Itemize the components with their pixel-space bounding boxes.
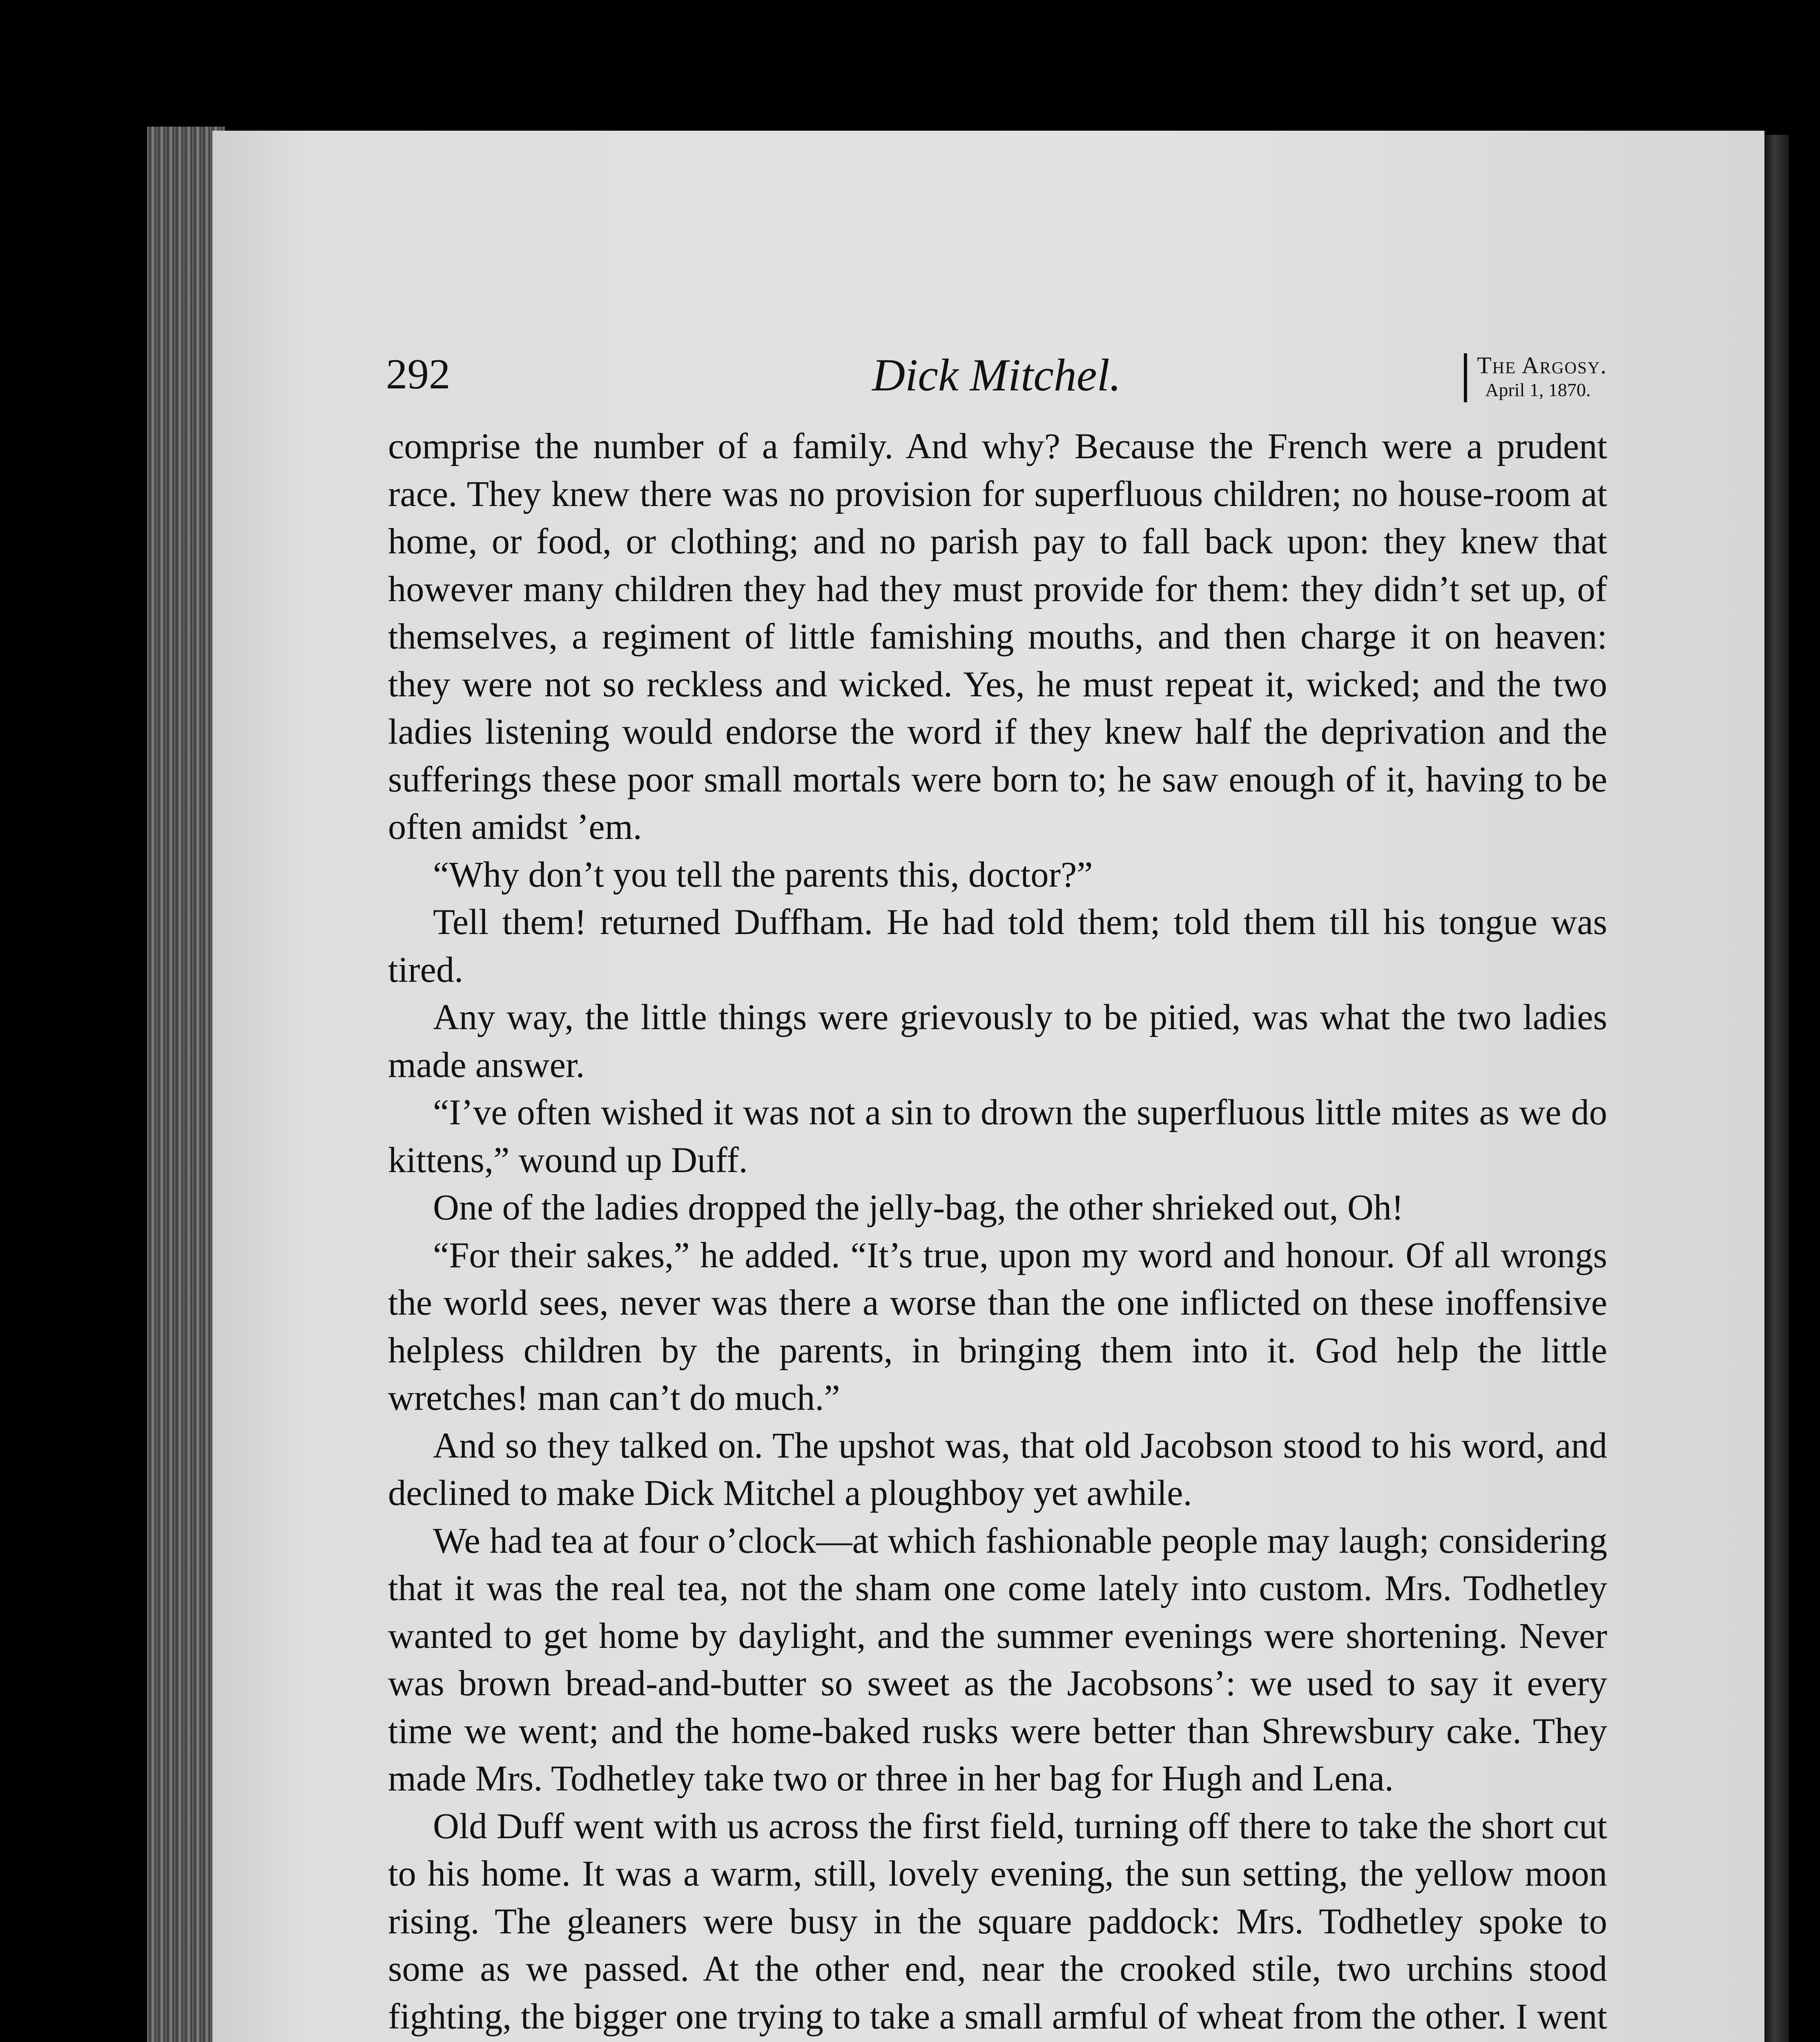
paragraph: Old Duff went with us across the first field, turning off there to take the short cut to his home. It was a warm, still, lovely evening, the sun setting, the yellow moon rising. The gleaners were busy in the square paddock: Mrs. Todhetley spoke to some as we passed. At the other end, near the crooked stile, two urchins stood fighting, the bigger one trying to take a small armful of wheat from the other. I went (388, 1806, 1607, 2037)
publication-name: The Argosy. (1477, 352, 1607, 379)
paragraph: comprise the number of a family. And why? Because the French were a prudent race. They knew there was no provision for superfluous children; no house-room at home, or food, or clothing; and no parish pay to fall back upon: they knew that however many children they had they must provide for them: they didn’t set up, of themselves, a regiment of little famishing mouths, and then charge it on heaven: they were not so reckless and wicked. Yes, he must repeat it, wicked; and the two ladies listening would endorse the word if they knew half the deprivation and the sufferings these poor small mortals were born to; he saw enough of it, having to be often amidst ’em. (388, 426, 1607, 847)
paragraph: “Why don’t you tell the parents this, doctor?” (433, 854, 1093, 895)
running-title: Dick Mitchel. (872, 350, 1121, 401)
paragraph: Any way, the little things were grievously to be pitied, was what the two ladies made answer. (388, 997, 1607, 1085)
publication-note (1464, 353, 1607, 402)
paragraph: We had tea at four o’clock—at which fashionable people may laugh; considering that it was the real tea, not the sham one come lately into custom. Mrs. Todhetley wanted to get home by daylight, and the summer evenings were shortening. Never was brown bread-and-butter so sweet as the Jacobsons’: we used to say it every time we went; and the home-baked rusks were better than Shrewsbury cake. They made Mrs. Todhetley take two or three in her bag for Hugh and Lena. (388, 1520, 1607, 1799)
paragraph: “For their sakes,” he added. “It’s true, upon my word and honour. Of all wrongs the world sees, never was there a worse than the one inflicted on these inoffensive helpless children by the parents, in bringing them into it. God help the little wretches! man can’t do much.” (388, 1235, 1607, 1418)
facing-page-edge (1764, 135, 1789, 2042)
paragraph: “I’ve often wished it was not a sin to drown the superfluous little mites as we do kittens,” wound up Duff. (388, 1092, 1607, 1180)
paragraph: One of the ladies dropped the jelly-bag, the other shrieked out, Oh! (433, 1188, 1404, 1228)
body-text (388, 423, 1607, 2042)
paragraph: Tell them! returned Duffham. He had told them; told them till his tongue was tired. (388, 902, 1607, 990)
page-number: 292 (386, 350, 451, 398)
paragraph: And so they talked on. The upshot was, that old Jacobson stood to his word, and declined to make Dick Mitchel a ploughboy yet awhile. (388, 1425, 1607, 1513)
publication-date: April 1, 1870. (1485, 379, 1591, 400)
page-header (386, 341, 1607, 419)
